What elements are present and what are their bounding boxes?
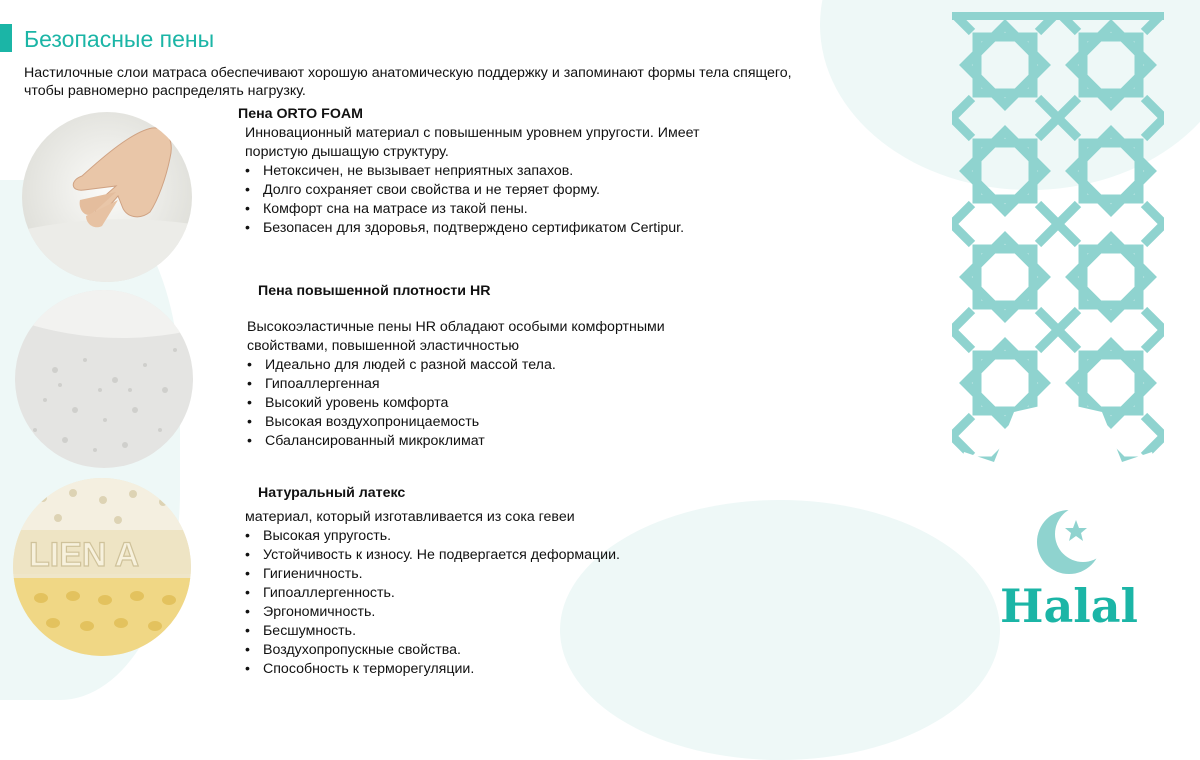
section-description: Инновационный материал с повышенным уровнем упругости. Имеет пористую дышащую структуру. (245, 125, 700, 160)
list-item: • Нетоксичен, не вызывает неприятных запахов. (245, 162, 745, 181)
crescent-star-icon (1037, 506, 1111, 574)
list-item: • Сбалансированный микроклимат (247, 432, 717, 451)
hr-foam-texture-photo (15, 290, 193, 468)
list-item: • Безопасен для здоровья, подтверждено сертификатом Certipur. (245, 219, 745, 238)
list-item: • Высокая упругость. (245, 527, 745, 546)
list-item: • Высокая воздухопроницаемость (247, 413, 717, 432)
list-item: • Гигиеничность. (245, 565, 745, 584)
islamic-pattern (952, 12, 1164, 504)
intro-text: Настилочные слои матраса обеспечивают хорошую анатомическую поддержку и запоминают формы тела спящего, чтобы равномерно распределять нагрузку. (24, 65, 792, 99)
list-item: • Бесшумность. (245, 622, 745, 641)
section-latex (245, 508, 745, 679)
title-accent-bar (0, 24, 12, 52)
latex-block-photo (13, 478, 191, 656)
section-hr-foam (247, 318, 717, 451)
list-item: • Комфорт сна на матрасе из такой пены. (245, 200, 745, 219)
list-item: • Гипоаллергенность. (245, 584, 745, 603)
list-item: • Идеально для людей с разной массой тела. (247, 356, 717, 375)
list-item: • Долго сохраняет свои свойства и не теряет форму. (245, 181, 745, 200)
section-orto-foam (245, 124, 745, 238)
slide-title: Безопасные пены (24, 26, 215, 52)
section-heading-latex: Натуральный латекс (258, 485, 406, 501)
list-item: • Воздухопропускные свойства. (245, 641, 745, 660)
section-description: Высокоэластичные пены HR обладают особыми комфортными свойствами, повышенной эластичностью (247, 319, 665, 354)
section-heading-hr-foam: Пена повышенной плотности HR (258, 283, 491, 299)
section-description: материал, который изготавливается из сока гевеи (245, 509, 575, 525)
latex-stamp-text: LIEN A (29, 536, 140, 574)
list-item: • Гипоаллергенная (247, 375, 717, 394)
list-item: • Устойчивость к износу. Не подвергается деформации. (245, 546, 745, 565)
section-heading-orto-foam: Пена ORTO FOAM (238, 106, 363, 122)
list-item: • Эргономичность. (245, 603, 745, 622)
list-item: • Высокий уровень комфорта (247, 394, 717, 413)
halal-logo (964, 500, 1174, 640)
halal-logo-text: Halal (999, 579, 1139, 633)
list-item: • Способность к терморегуляции. (245, 660, 745, 679)
hand-on-foam-photo (22, 112, 192, 282)
